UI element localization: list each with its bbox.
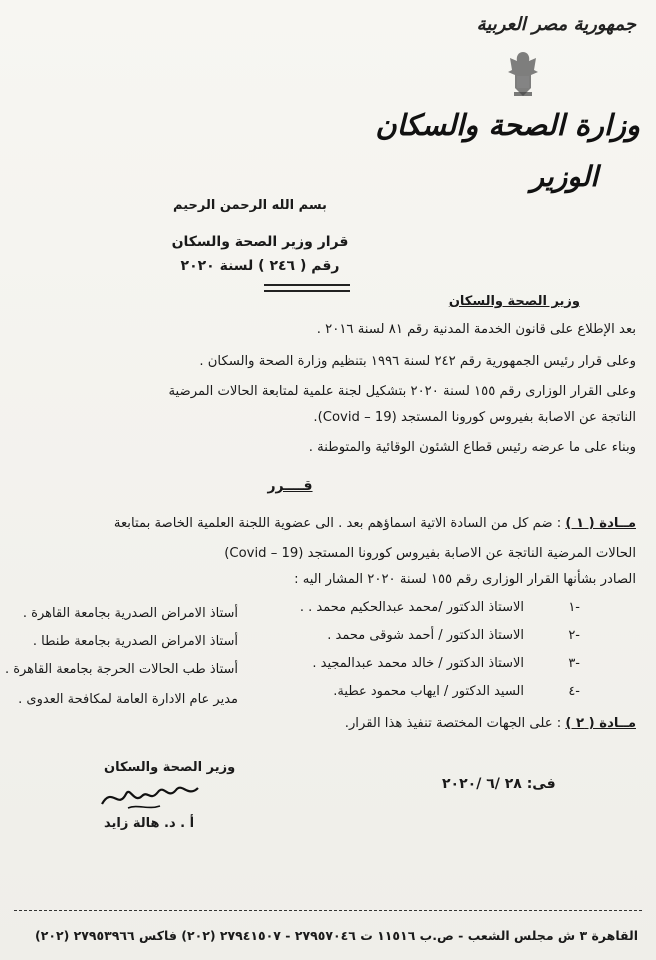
preamble-line: وعلى قرار رئيس الجمهورية رقم ٢٤٢ لسنة ١٩٩٦ بتنظيم وزارة الصحة والسكان . <box>199 354 636 369</box>
letterhead-ministry: وزارة الصحة والسكان <box>375 108 640 142</box>
member-title: أستاذ الامراض الصدرية بجامعة القاهرة . <box>22 606 238 621</box>
signatory-title: وزير الصحة والسكان <box>104 760 236 775</box>
basmala: بسم الله الرحمن الرحيم <box>173 198 327 213</box>
member-name: الاستاذ الدكتور / خالد محمد عبدالمجيد . <box>312 656 524 671</box>
decree-number: رقم ( ٢٤٦ ) لسنة ٢٠٢٠ <box>180 258 340 274</box>
member-number: ٢- <box>568 628 580 643</box>
preamble-line: بعد الإطلاع على قانون الخدمة المدنية رقم ٨١ لسنة ٢٠١٦ . <box>316 322 636 337</box>
footer-divider <box>14 910 642 911</box>
signatory-name: أ . د. هالة زايد <box>104 816 195 831</box>
decides-heading: قــــرر <box>267 478 313 494</box>
article-2-line <box>345 716 636 731</box>
eagle-emblem-icon <box>502 48 544 100</box>
article-1-text: : ضم كل من السادة الاتية اسماؤهم بعد . الى عضوية اللجنة العلمية الخاصة بمتابعة <box>113 516 562 531</box>
decree-date: فى: ٢٨ /٦ /٢٠٢٠ <box>442 776 556 792</box>
letterhead-country: جمهورية مصر العربية <box>476 14 636 35</box>
article-1-line <box>114 516 636 531</box>
article-1-line: الصادر بشأنها القرار الوزارى رقم ١٥٥ لسنة ٢٠٢٠ المشار اليه : <box>294 572 636 587</box>
signature-scribble-icon <box>98 774 202 816</box>
article-2-label: مــادة ( ٢ ) <box>565 716 636 731</box>
member-name: السيد الدكتور / ايهاب محمود عطية. <box>333 684 524 699</box>
title-rule <box>264 284 350 286</box>
member-number: ٣- <box>568 656 580 671</box>
member-title: أستاذ طب الحالات الحرجة بجامعة القاهرة . <box>4 662 238 677</box>
footer-contact: القاهرة ٣ ش مجلس الشعب - ص.ب ١١٥١٦ ت ٢٧٩٥٧٠٤٦ - ٢٧٩٤١٥٠٧ (٢٠٢) فاكس ٢٧٩٥٣٩٦٦ (٢٠٢) <box>34 928 638 943</box>
decree-title: قرار وزير الصحة والسكان <box>171 234 349 250</box>
member-name: الاستاذ الدكتور /محمد عبدالحكيم محمد . . <box>299 600 524 615</box>
title-rule <box>264 290 350 292</box>
preamble-line: وبناء على ما عرضه رئيس قطاع الشئون الوقائية والمتوطنة . <box>308 440 636 455</box>
member-number: ٤- <box>568 684 580 699</box>
article-1-label: مــادة ( ١ ) <box>565 516 636 531</box>
member-number: ١- <box>568 600 580 615</box>
article-2-text: : على الجهات المختصة تنفيذ هذا القرار. <box>344 716 562 731</box>
preamble-line: وعلى القرار الوزارى رقم ١٥٥ لسنة ٢٠٢٠ بتشكيل لجنة علمية لمتابعة الحالات المرضية <box>168 384 636 399</box>
letterhead-minister: الوزير <box>530 160 598 193</box>
article-1-line: الحالات المرضية الناتجة عن الاصابة بفيروس كورونا المستجد (19 – Covid) <box>224 546 636 561</box>
addressee: وزير الصحة والسكان <box>448 294 580 309</box>
member-name: الاستاذ الدكتور / أحمد شوقى محمد . <box>327 628 524 643</box>
preamble-line: الناتجة عن الاصابة بفيروس كورونا المستجد (19 – Covid). <box>313 410 636 425</box>
member-title: مدير عام الادارة العامة لمكافحة العدوى . <box>18 692 238 707</box>
member-title: أستاذ الامراض الصدرية بجامعة طنطا . <box>32 634 238 649</box>
